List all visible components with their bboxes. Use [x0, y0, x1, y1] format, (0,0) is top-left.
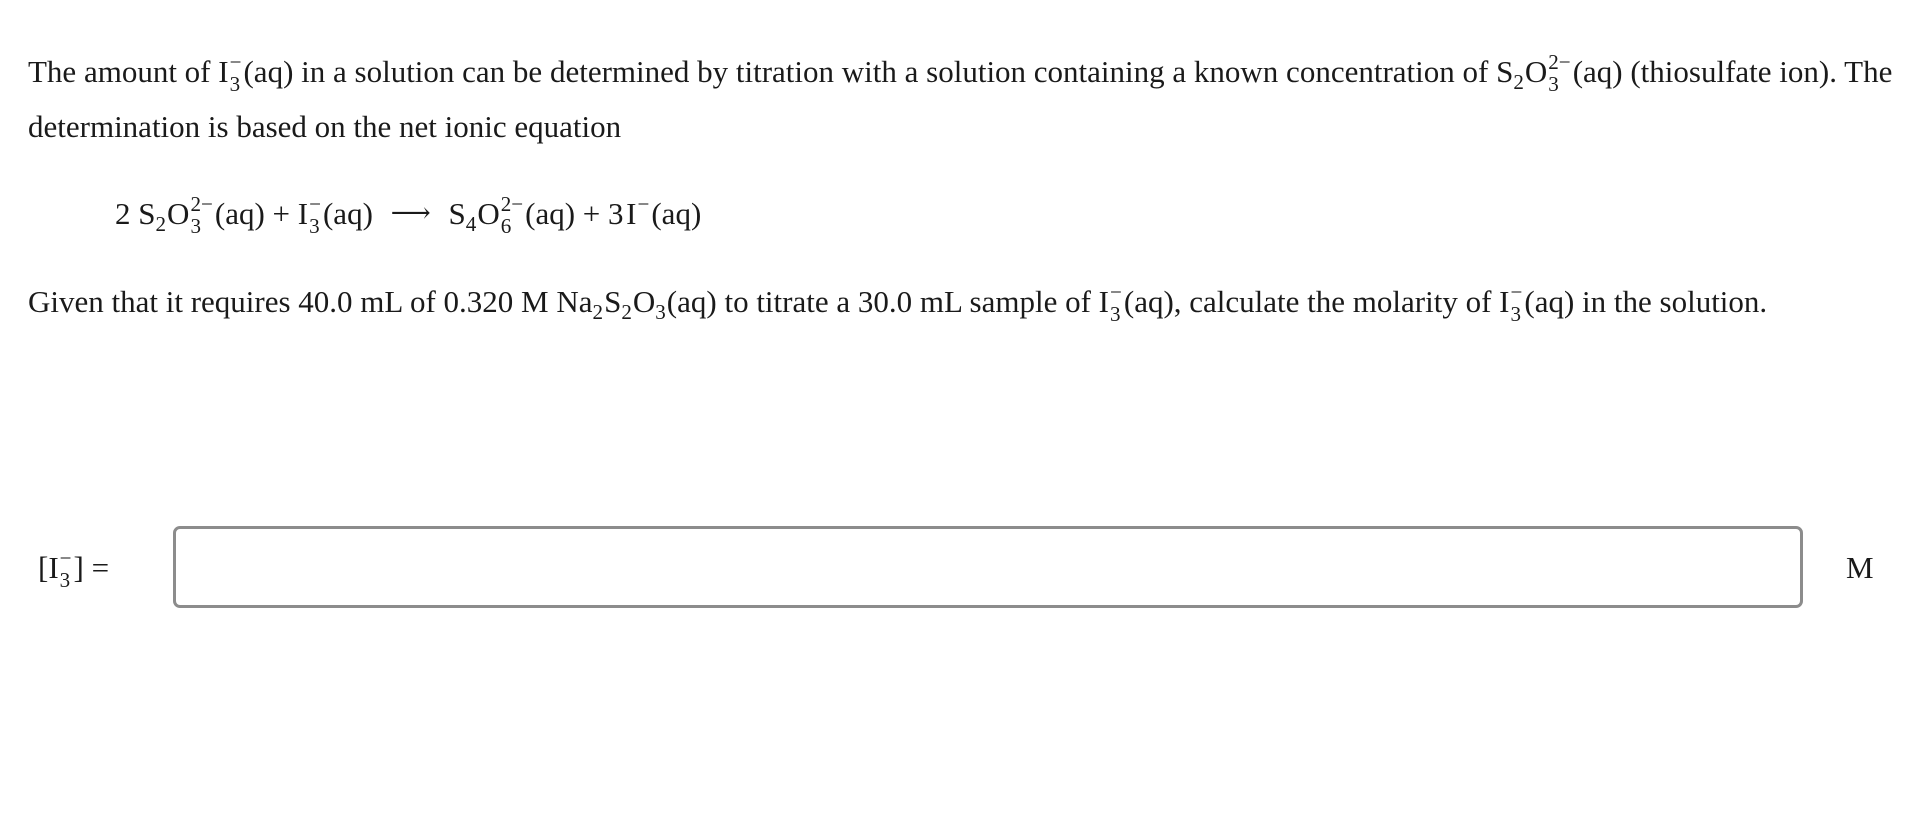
molarity-answer-input[interactable] [173, 526, 1803, 608]
given-text-4: (aq) in the solution. [1524, 284, 1768, 319]
sodium-thiosulfate-formula: $Na_2S_2O_3$ [556, 284, 666, 325]
given-text-1: Given that it requires 40.0 mL of 0.320 M [28, 284, 557, 319]
reaction-arrow-icon: ⟶ [390, 198, 431, 229]
triiodide-formula: I − 3 [218, 49, 242, 96]
coefficient-thiosulfate: 2 [115, 196, 131, 231]
answer-unit: M [1846, 550, 1874, 585]
intro-text-3: (aq) (thiosulfate ion). The determination is based on the net ionic equation [28, 54, 1893, 144]
answer-row [0, 526, 1920, 612]
thiosulfate-formula: $S_2O$ 2− 3 [1496, 49, 1571, 96]
equation-triiodide: I − 3 [297, 191, 321, 238]
triiodide-formula: I − 3 [48, 545, 72, 592]
answer-label: [I − 3 ] = [38, 545, 110, 592]
intro-text-1: The amount of [28, 54, 219, 89]
coefficient-iodide: 3 [608, 196, 624, 231]
question-given [28, 276, 1898, 331]
question-intro [28, 46, 1898, 153]
intro-text-2: (aq) in a solution can be determined by titration with a solution containing a known concentration of [243, 54, 1497, 89]
net-ionic-equation: 2 $S_2O$ 2− 3 (aq) + I − 3 (aq) ⟶ $S_4O$ 2− 6 (aq) + 3 I − (aq) [115, 188, 701, 243]
equation-iodide: I − [626, 191, 650, 231]
equation-thiosulfate: $S_2O$ 2− 3 [138, 191, 213, 238]
given-text-2: (aq) to titrate a 30.0 mL sample of [666, 284, 1099, 319]
equation-tetrathionate: $S_4O$ 2− 6 [448, 191, 524, 238]
triiodide-formula: I − 3 [1499, 279, 1523, 326]
given-text-3: (aq), calculate the molarity of [1123, 284, 1500, 319]
triiodide-formula: I − 3 [1098, 279, 1122, 326]
